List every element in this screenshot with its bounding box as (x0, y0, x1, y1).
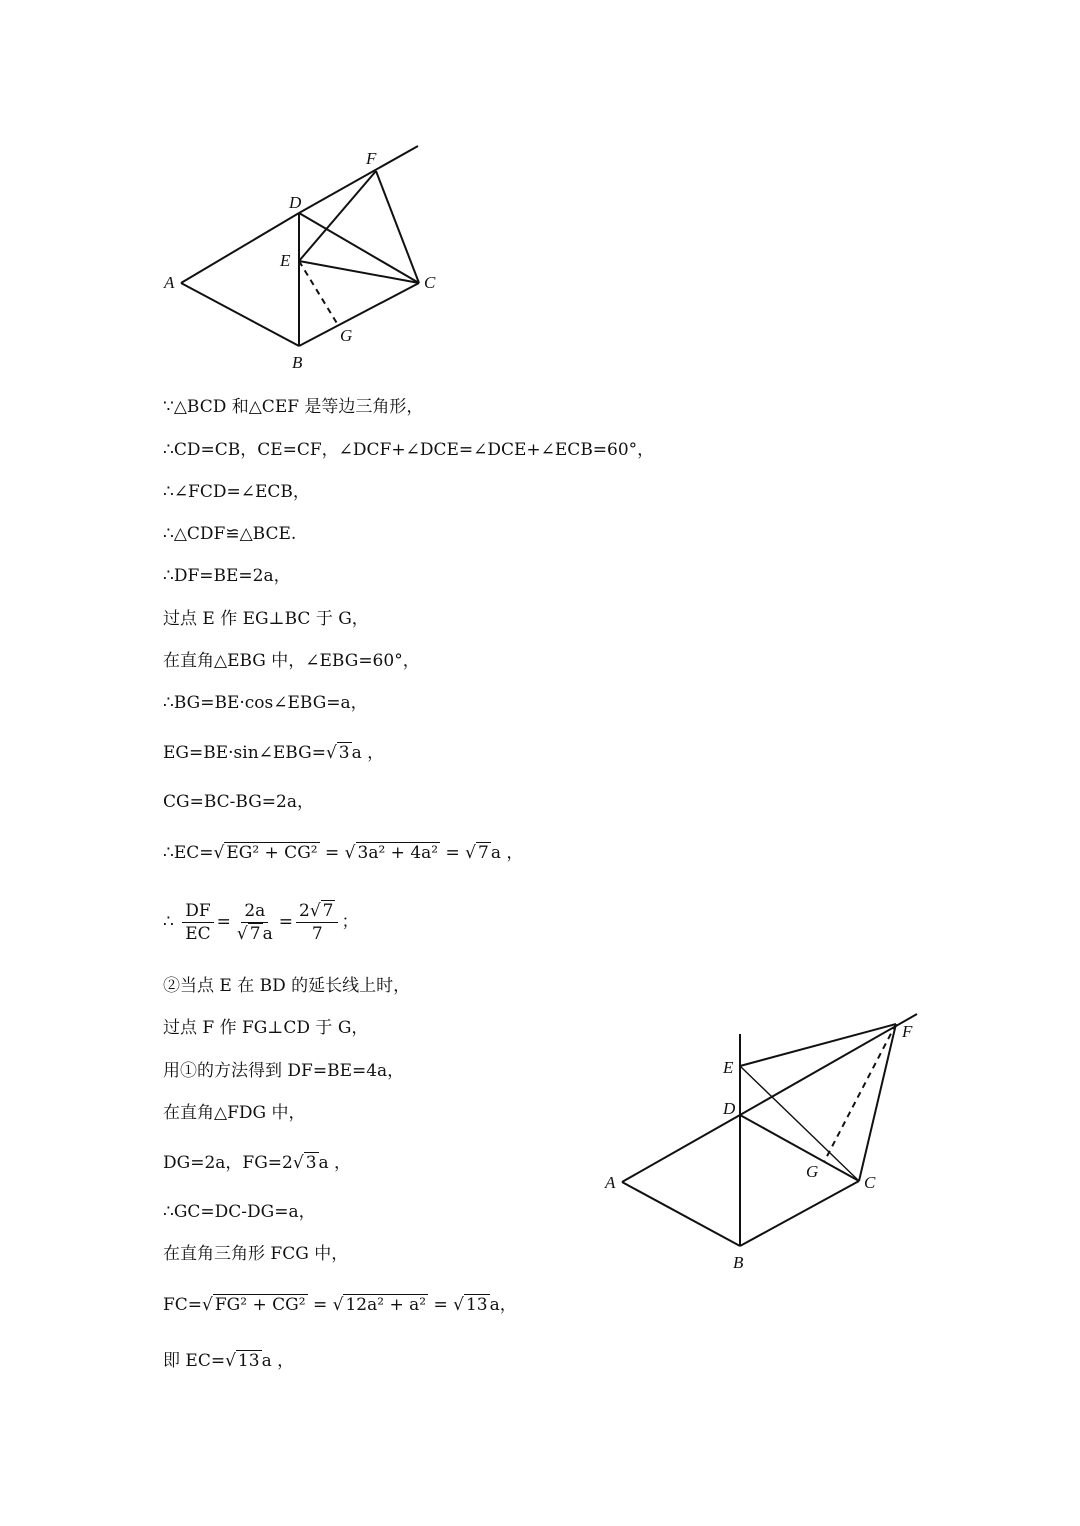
sqrt-expression: √ 3a² + 4a² (344, 843, 439, 863)
proof-line-11 (163, 842, 523, 864)
line-text: a， (489, 1295, 517, 1315)
sqrt-expression: √ FG² + CG² (202, 1295, 306, 1315)
proof-line-18 (163, 1201, 316, 1223)
sqrt-expression: √ 13 (225, 1351, 260, 1371)
label-C: C (864, 1173, 876, 1192)
radicand: 7 (249, 924, 261, 944)
proof-line-5 (163, 565, 291, 587)
line-text: ∴CD=CB，CE=CF，∠DCF+∠DCE=∠DCE+∠ECB=60°， (163, 440, 655, 460)
proof-line-12: ∴ $\frac{DF}{EC}$ = $\frac{2a}{√ 7 a}$ = $\frac{2√ 7}{7}$ ； (163, 901, 359, 944)
radicand: 3 (305, 1153, 317, 1173)
line-text: 在直角△EBG 中，∠EBG=60°， (163, 651, 420, 671)
coefficient: 2 (298, 901, 310, 921)
proof-line-10 (163, 791, 314, 813)
ray-DF (740, 1014, 917, 1115)
line-text: ∴BG=BE·cos∠EBG=a， (163, 693, 368, 713)
segment-FG-dashed (824, 1024, 896, 1162)
segment-BC (740, 1181, 859, 1246)
radicand: 7 (478, 843, 489, 863)
radicand: 3a² + 4a² (357, 843, 439, 863)
proof-line-7 (163, 650, 420, 672)
fraction-2root7-over-7 (296, 900, 339, 945)
proof-line-17 (163, 1152, 351, 1174)
fraction-DF-over-EC (182, 900, 213, 945)
proof-line-15 (163, 1060, 404, 1082)
label-A: A (164, 273, 175, 292)
sqrt-expression: √ EG² + CG² (213, 843, 318, 863)
line-text: ； (341, 912, 359, 932)
equals: = (428, 1295, 454, 1315)
equals: = (440, 843, 466, 863)
therefore-symbol: ∴ (163, 912, 174, 932)
segment-FC (859, 1024, 896, 1181)
denominator: √ 7 a (236, 924, 273, 944)
line-text: 即 EC= (163, 1351, 226, 1371)
label-G: G (340, 326, 353, 345)
radicand: FG² + CG² (214, 1295, 306, 1315)
numerator: DF (182, 900, 213, 923)
radicand: EG² + CG² (226, 843, 318, 863)
label-C: C (424, 273, 436, 292)
segment-EC (740, 1066, 859, 1181)
segment-AD (622, 1115, 740, 1182)
label-D: D (723, 1099, 736, 1118)
label-B: B (292, 353, 303, 372)
segment-EF (299, 171, 376, 261)
sqrt-expression: √ 3 (292, 1153, 317, 1173)
label-B: B (733, 1253, 744, 1272)
line-text: 在直角三角形 FCG 中， (163, 1244, 349, 1264)
label-F: F (366, 149, 377, 168)
line-text: a ， (318, 1153, 352, 1173)
line-text: ∴EC= (163, 843, 214, 863)
segment-AB (181, 283, 299, 346)
radicand: 13 (465, 1295, 488, 1315)
label-G: G (806, 1162, 819, 1181)
figure-2-drawing (600, 1005, 930, 1275)
proof-line-21 (163, 1350, 294, 1372)
line-text: a ， (351, 743, 385, 763)
numerator: 2a (241, 900, 268, 923)
proof-line-4 (163, 523, 296, 545)
proof-line-6 (163, 608, 369, 630)
proof-line-2 (163, 439, 654, 461)
line-text: EG=BE·sin∠EBG= (163, 743, 326, 763)
proof-line-20 (163, 1294, 517, 1316)
label-F: F (902, 1022, 913, 1041)
line-text: ②当点 E 在 BD 的延长线上时， (163, 976, 411, 996)
label-D: D (289, 193, 302, 212)
radicand: 13 (237, 1351, 260, 1371)
denominator: 7 (311, 924, 323, 944)
segment-EG-dashed (299, 261, 338, 325)
line-text: ∴DF=BE=2a， (163, 566, 291, 586)
radicand: 12a² + a² (345, 1295, 427, 1315)
sqrt-expression: √ 7 (465, 843, 489, 863)
line-text: DG=2a，FG=2 (163, 1153, 293, 1173)
proof-line-13 (163, 975, 410, 997)
line-text: a ， (490, 843, 524, 863)
fraction-2a-over-root7a (234, 900, 276, 945)
line-text: 过点 E 作 EG⊥BC 于 G， (163, 609, 369, 629)
denominator-var: a (262, 924, 273, 944)
equals: = (307, 1295, 333, 1315)
line-text: ∴∠FCD=∠ECB， (163, 482, 310, 502)
proof-line-16 (163, 1102, 305, 1124)
segment-EF (740, 1024, 896, 1066)
sqrt-expression: √ 13 (453, 1295, 488, 1315)
proof-line-19 (163, 1243, 348, 1265)
segment-DC (740, 1115, 859, 1181)
segment-AD (181, 213, 299, 283)
figure-1 (150, 140, 450, 384)
line-text: a ， (261, 1351, 295, 1371)
proof-line-14 (163, 1017, 368, 1039)
proof-line-9 (163, 742, 384, 764)
label-E: E (280, 251, 291, 270)
line-text: ∴△CDF≌△BCE. (163, 524, 297, 544)
label-A: A (605, 1173, 616, 1192)
line-text: FC= (163, 1295, 203, 1315)
denominator: EC (185, 924, 211, 944)
line-text: ∴GC=DC-DG=a， (163, 1202, 316, 1222)
proof-line-1 (163, 396, 423, 418)
line-text: CG=BC-BG=2a， (163, 792, 314, 812)
line-text: 过点 F 作 FG⊥CD 于 G， (163, 1018, 369, 1038)
line-text: ∵△BCD 和△CEF 是等边三角形， (163, 397, 424, 417)
proof-line-8 (163, 692, 368, 714)
segment-FC (376, 171, 419, 283)
ray-DF (299, 146, 418, 213)
radicand: 7 (322, 901, 334, 921)
segment-AB (622, 1182, 740, 1246)
proof-line-3 (163, 481, 310, 503)
figure-2 (600, 1005, 930, 1279)
sqrt-expression: √ 3 (325, 743, 350, 763)
numerator: 2√ 7 (296, 900, 339, 923)
label-E: E (723, 1058, 734, 1077)
line-text: 在直角△FDG 中， (163, 1103, 306, 1123)
sqrt-expression: √ 12a² + a² (332, 1295, 427, 1315)
figure-1-drawing (150, 140, 450, 380)
equals: = (319, 843, 345, 863)
radicand: 3 (338, 743, 350, 763)
line-text: 用①的方法得到 DF=BE=4a， (163, 1061, 405, 1081)
